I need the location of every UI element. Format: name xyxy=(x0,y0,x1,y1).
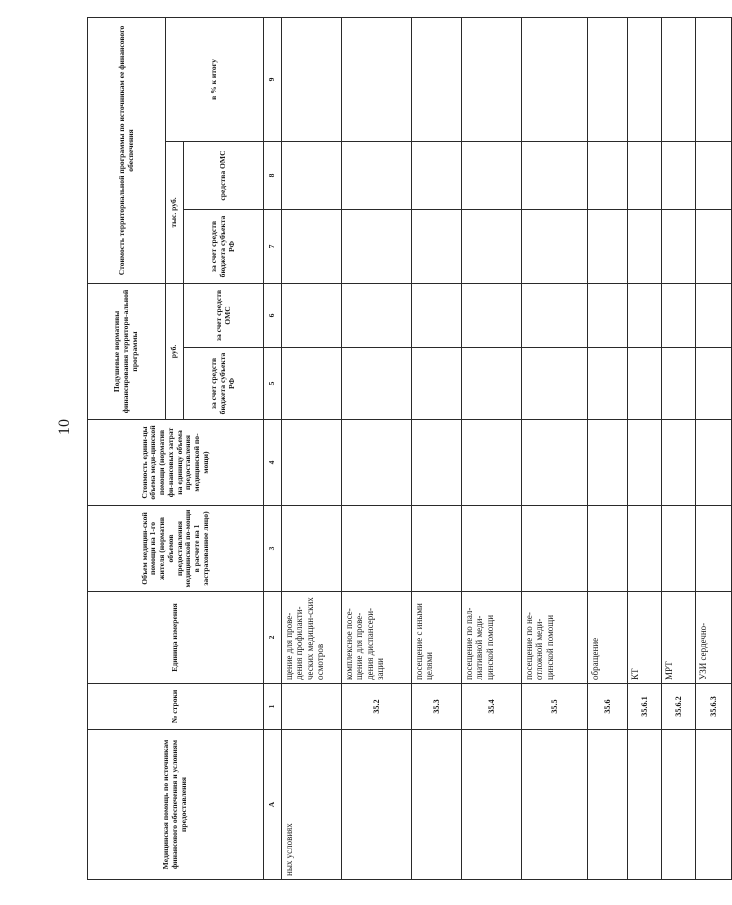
value-cell xyxy=(342,348,412,420)
value-cell xyxy=(662,209,696,283)
value-cell xyxy=(696,348,732,420)
value-cell xyxy=(282,209,342,283)
header-col-a: Медицинская помощь по источникам финансового обеспечения и условиям предоставления xyxy=(88,730,264,880)
value-cell xyxy=(696,283,732,347)
table-row xyxy=(522,17,588,879)
unit-cell: щение для прове-дения профилакти-ческих медицин-ских осмотров xyxy=(282,592,342,684)
index-cell: 3 xyxy=(264,506,282,592)
row-label-cell xyxy=(462,730,522,880)
value-cell xyxy=(462,506,522,592)
index-cell: А xyxy=(264,730,282,880)
value-cell xyxy=(522,420,588,506)
index-cell: 6 xyxy=(264,283,282,347)
row-label-cell xyxy=(696,730,732,880)
value-cell xyxy=(412,348,462,420)
row-number-cell xyxy=(282,684,342,730)
table-row xyxy=(412,17,462,879)
value-cell xyxy=(282,348,342,420)
value-cell xyxy=(522,506,588,592)
value-cell xyxy=(696,17,732,141)
value-cell xyxy=(588,209,628,283)
value-cell xyxy=(696,506,732,592)
row-label-cell xyxy=(412,730,462,880)
header-col-4: Стоимость едини-цы объема меди-цинской помощи (норматив фи-нансовых затрат на единицу объема предоставления медицинской по-мощи) xyxy=(88,420,264,506)
header-col-6: за счет средств ОМС xyxy=(184,283,264,347)
header-rub: руб. xyxy=(166,283,184,419)
value-cell xyxy=(588,506,628,592)
value-cell xyxy=(282,283,342,347)
table-body xyxy=(282,17,732,879)
header-col-1: № строки xyxy=(88,684,264,730)
value-cell xyxy=(462,209,522,283)
row-label-cell xyxy=(628,730,662,880)
value-cell xyxy=(522,348,588,420)
value-cell xyxy=(588,141,628,209)
value-cell xyxy=(462,141,522,209)
unit-cell: УЗИ сердечно- xyxy=(696,592,732,684)
header-col-2: Единица измерения xyxy=(88,592,264,684)
header-group-norm: Подушевые нормативы финансирования территори-альной программы xyxy=(88,283,166,419)
value-cell xyxy=(282,420,342,506)
value-cell xyxy=(462,17,522,141)
header-col-9: в % к итогу xyxy=(166,17,264,141)
value-cell xyxy=(628,283,662,347)
value-cell xyxy=(628,506,662,592)
header-group-cost: Стоимость территориальной программы по источникам ее финансового обеспечения xyxy=(88,17,166,283)
value-cell xyxy=(662,283,696,347)
value-cell xyxy=(522,17,588,141)
row-number-cell: 35.3 xyxy=(412,684,462,730)
value-cell xyxy=(696,420,732,506)
unit-cell: МРТ xyxy=(662,592,696,684)
value-cell xyxy=(462,420,522,506)
value-cell xyxy=(662,420,696,506)
value-cell xyxy=(588,420,628,506)
table-row xyxy=(696,17,732,879)
unit-cell: посещение по пал-лиативной меди-цинской помощи xyxy=(462,592,522,684)
value-cell xyxy=(412,141,462,209)
header-col-5: за счет средств бюджета субъекта РФ xyxy=(184,348,264,420)
value-cell xyxy=(342,283,412,347)
unit-cell: комплексное посе-щение для прове-дения диспансери-зации xyxy=(342,592,412,684)
row-number-cell: 35.2 xyxy=(342,684,412,730)
value-cell xyxy=(462,283,522,347)
value-cell xyxy=(628,420,662,506)
value-cell xyxy=(588,283,628,347)
value-cell xyxy=(342,141,412,209)
row-number-cell: 35.6.3 xyxy=(696,684,732,730)
value-cell xyxy=(522,209,588,283)
value-cell xyxy=(588,17,628,141)
header-col-7: за счет средств бюджета субъекта РФ xyxy=(184,209,264,283)
value-cell xyxy=(412,506,462,592)
row-label-cell xyxy=(342,730,412,880)
row-label-cell: ных условиях xyxy=(282,730,342,880)
value-cell xyxy=(282,17,342,141)
row-label-cell xyxy=(662,730,696,880)
index-cell: 4 xyxy=(264,420,282,506)
value-cell xyxy=(412,283,462,347)
value-cell xyxy=(462,348,522,420)
value-cell xyxy=(696,141,732,209)
value-cell xyxy=(342,420,412,506)
row-number-cell: 35.6.1 xyxy=(628,684,662,730)
value-cell xyxy=(696,209,732,283)
row-label-cell xyxy=(522,730,588,880)
unit-cell: посещение с иными целями xyxy=(412,592,462,684)
value-cell xyxy=(282,506,342,592)
table-row xyxy=(462,17,522,879)
row-number-cell: 35.6 xyxy=(588,684,628,730)
header-col-3: Объем медицин-ской помощи на 1-го жителя (норматив объемов предоставления медицинской по-мощи в расчете на 1 застрахованное лицо) xyxy=(88,506,264,592)
row-number-cell: 35.4 xyxy=(462,684,522,730)
unit-cell: КТ xyxy=(628,592,662,684)
value-cell xyxy=(588,348,628,420)
value-cell xyxy=(662,141,696,209)
header-col-8: средства ОМС xyxy=(184,141,264,209)
value-cell xyxy=(522,141,588,209)
value-cell xyxy=(662,17,696,141)
index-cell: 5 xyxy=(264,348,282,420)
value-cell xyxy=(342,506,412,592)
value-cell xyxy=(662,348,696,420)
row-label-cell xyxy=(588,730,628,880)
program-cost-table xyxy=(87,17,732,880)
value-cell xyxy=(662,506,696,592)
unit-cell: посещение по не-отложной меди-цинской помощи xyxy=(522,592,588,684)
value-cell xyxy=(412,209,462,283)
index-cell: 9 xyxy=(264,17,282,141)
value-cell xyxy=(628,348,662,420)
header-thous-rub: тыс. руб. xyxy=(166,141,184,283)
value-cell xyxy=(628,17,662,141)
unit-cell: обращение xyxy=(588,592,628,684)
table-row xyxy=(662,17,696,879)
table-row xyxy=(342,17,412,879)
index-cell: 7 xyxy=(264,209,282,283)
row-number-cell: 35.5 xyxy=(522,684,588,730)
index-cell: 1 xyxy=(264,684,282,730)
value-cell xyxy=(282,141,342,209)
value-cell xyxy=(412,420,462,506)
value-cell xyxy=(342,17,412,141)
value-cell xyxy=(628,209,662,283)
table-container xyxy=(87,18,718,880)
value-cell xyxy=(628,141,662,209)
value-cell xyxy=(522,283,588,347)
table-row xyxy=(588,17,628,879)
index-cell: 2 xyxy=(264,592,282,684)
value-cell xyxy=(412,17,462,141)
index-cell: 8 xyxy=(264,141,282,209)
value-cell xyxy=(342,209,412,283)
table-row xyxy=(628,17,662,879)
row-number-cell: 35.6.2 xyxy=(662,684,696,730)
page-number: 10 xyxy=(56,419,73,435)
table-row xyxy=(282,17,342,879)
